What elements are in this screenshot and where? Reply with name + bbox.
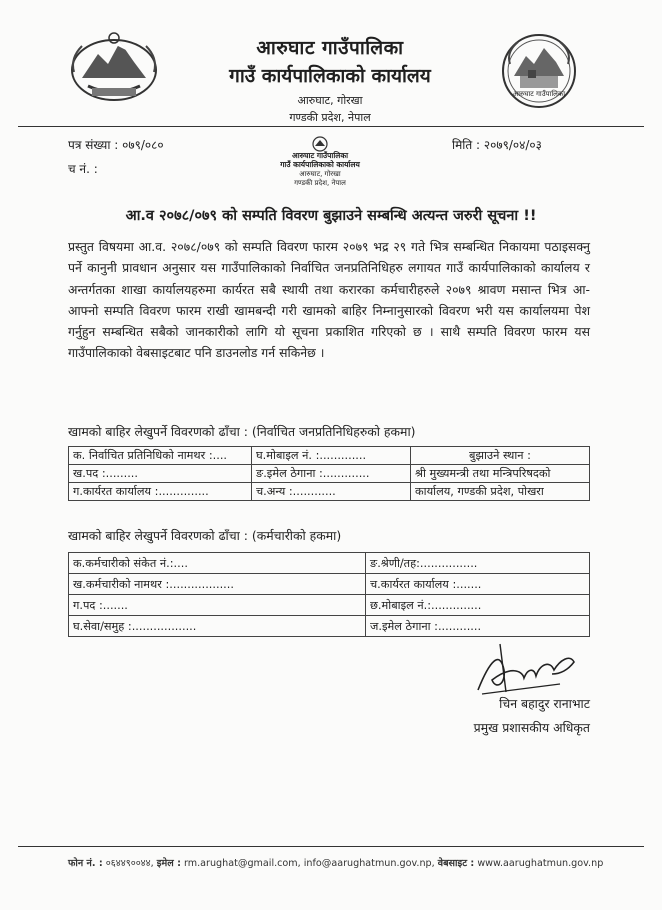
letterhead — [0, 0, 662, 130]
footer-rule — [18, 846, 644, 847]
stamp-line4: गण्डकी प्रदेश, नेपाल — [294, 179, 346, 187]
website-url: www.aarughatmun.gov.np — [477, 858, 604, 869]
office-stamp — [270, 134, 370, 194]
emp-email-cell: ज.इमेल ठेगाना :............ — [366, 616, 590, 637]
municipality-logo-icon — [500, 30, 578, 112]
emp-code-cell: क.कर्मचारीको संकेत नं.:.... — [69, 553, 366, 574]
stamp-line1: आरुघाट गाउँपालिका — [291, 151, 349, 160]
letter-number: पत्र संख्या : ०७९/०८० — [68, 138, 164, 152]
rep-office-cell: ग.कार्यरत कार्यालय :.............. — [69, 483, 252, 501]
email-label: इमेल : — [156, 858, 181, 869]
submit-place-line2: कार्यालय, गण्डकी प्रदेश, पोखरा — [411, 483, 590, 501]
emp-post-cell: ग.पद :....... — [69, 595, 366, 616]
footer-contact — [68, 856, 628, 869]
signer-title: प्रमुख प्रशासकीय अधिकृत — [473, 720, 590, 735]
letter-date: मिति : २०७९/०४/०३ — [452, 138, 542, 152]
submit-place-line1: श्री मुख्यमन्त्री तथा मन्त्रिपरिषदको — [411, 465, 590, 483]
phone-number: ०६४४९००४४, — [105, 858, 154, 869]
emp-office-cell: च.कार्यरत कार्यालय :....... — [366, 574, 590, 595]
submit-place-label: बुझाउने स्थान : — [411, 447, 590, 465]
rep-name-cell: क. निर्वाचित प्रतिनिधिको नामथर :.... — [69, 447, 252, 465]
header-rule — [18, 126, 644, 127]
org-name: आरुघाट गाउँपालिका — [256, 37, 404, 59]
rep-post-cell: ख.पद :......... — [69, 465, 252, 483]
notice-subject: आ.व २०७८/०७९ को सम्पति विवरण बुझाउने सम्बन्धि अत्यन्त जरुरी सूचना !! — [125, 208, 537, 224]
nepal-emblem-icon — [68, 28, 160, 104]
email-secondary: info@aarughatmun.gov.np, — [303, 858, 435, 869]
rep-mobile-cell: घ.मोबाइल नं. :............. — [252, 447, 411, 465]
org-title-block — [180, 34, 480, 125]
table-row — [69, 553, 590, 574]
dispatch-number: च नं. : — [68, 162, 98, 176]
email-primary: rm.arughat@gmail.com, — [183, 858, 301, 869]
address-line1: आरुघाट, गोरखा — [297, 94, 363, 107]
office-name: गाउँ कार्यपालिकाको कार्यालय — [229, 65, 431, 87]
employee-table — [68, 552, 590, 637]
section1-title: खामको बाहिर लेखुपर्ने विवरणको ढाँचा : (निर्वाचित जनप्रतिनिधिहरुको हकमा) — [68, 424, 416, 439]
signature — [470, 640, 580, 698]
emp-mobile-cell: छ.मोबाइल नं.:.............. — [366, 595, 590, 616]
section2-title: खामको बाहिर लेखुपर्ने विवरणको ढाँचा : (कर्मचारीको हकमा) — [68, 528, 342, 543]
emp-level-cell: ङ.श्रेणी/तह:................ — [366, 553, 590, 574]
website-label: वेबसाइट : — [437, 858, 475, 869]
emp-service-cell: घ.सेवा/समुह :.................. — [69, 616, 366, 637]
notice-body: प्रस्तुत विषयमा आ.व. २०७८/०७९ को सम्पति विवरण फारम २०७९ भद्र २९ गते भित्र सम्बन्धित निकायमा पठाइसक्नु पर्ने कानुनी प्रावधान अनुसार यस गाउँपालिकाको निर्वाचित जनप्रतिनिधिहरु लगायत गाउँ कार्यपालिकाको कार्यालय र अन्तर्गतका शाखा कार्यालयहरुमा कार्यरत सबै स्थायी तथा करारका कर्मचारीहरुले २०७९ श्रावण मसान्त भित्र आ-आफ्नो सम्पति विवरण फारम राखी खामबन्दी गरी खामको बाहिर निम्नानुसारको विवरण भरी यस कार्यालयमा पेश गर्नुहुन सम्बन्धित सबैको जानकारीको लागि यो सूचना प्रकाशित गरिएको छ । साथै सम्पति विवरण फारम यस गाउँपालिकाको वेबसाइटबाट पनि डाउनलोड गर्न सकिनेछ । — [68, 239, 590, 361]
emp-name-cell: ख.कर्मचारीको नामथर :.................. — [69, 574, 366, 595]
logo-caption: आरुघाट गाउँपालिका — [512, 90, 566, 98]
signer-block — [420, 692, 590, 740]
rep-other-cell: च.अन्य :............ — [252, 483, 411, 501]
table-row — [69, 595, 590, 616]
stamp-line3: आरुघाट, गोरखा — [299, 170, 341, 178]
table-row — [69, 574, 590, 595]
table-row — [69, 616, 590, 637]
phone-label: फोन नं. : — [68, 858, 103, 869]
stamp-line2: गाउँ कार्यपालिकाको कार्यालय — [280, 160, 360, 169]
rep-email-cell: ङ.इमेल ठेगाना :............. — [252, 465, 411, 483]
address-line2: गण्डकी प्रदेश, नेपाल — [289, 111, 371, 124]
elected-representative-table — [68, 446, 590, 501]
signer-name: चिन बहादुर रानाभाट — [499, 696, 590, 711]
